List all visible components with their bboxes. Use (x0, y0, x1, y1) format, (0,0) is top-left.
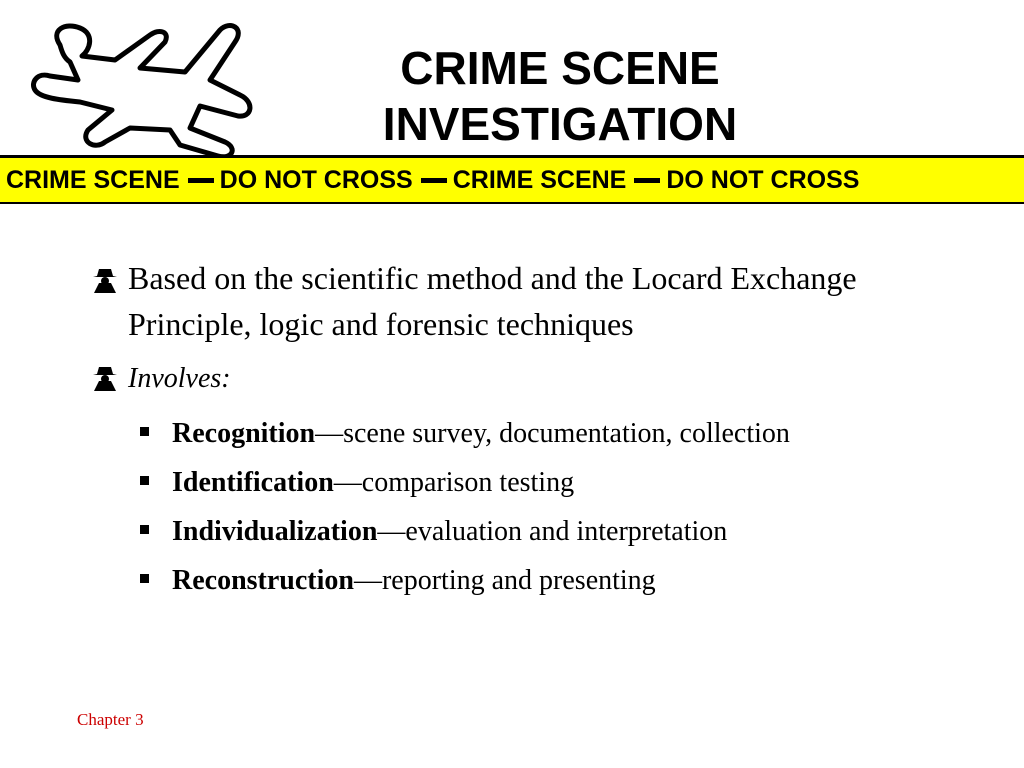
tape-text: DO NOT CROSS (666, 165, 860, 194)
sub-bullet-desc: —comparison testing (333, 467, 575, 498)
sub-bullet-item (140, 507, 980, 556)
sub-bullet-desc: —evaluation and interpretation (377, 516, 728, 547)
square-bullet-icon (140, 427, 149, 436)
detective-icon (90, 267, 120, 293)
bullet-item (90, 353, 980, 399)
title-line-1: CRIME SCENE (400, 42, 720, 94)
sub-bullet-item (140, 458, 980, 507)
sub-bullet-term: Reconstruction (172, 565, 354, 596)
bullet-text: Involves: (128, 363, 231, 394)
square-bullet-icon (140, 525, 149, 534)
crime-scene-tape (0, 155, 1024, 204)
sub-bullet-term: Identification (172, 467, 334, 498)
tape-text: CRIME SCENE (6, 165, 180, 194)
square-bullet-icon (140, 574, 149, 583)
bullet-text: Based on the scientific method and the Locard Exchange Principle, logic and forensic techniques (128, 260, 857, 342)
bullet-item (90, 255, 980, 347)
slide-title (300, 40, 820, 152)
sub-bullet-term: Recognition (172, 418, 316, 449)
sub-bullet-desc: —scene survey, documentation, collection (315, 418, 790, 449)
bullet-list (90, 255, 980, 605)
sub-bullet-list (90, 409, 980, 605)
sub-bullet-item (140, 409, 980, 458)
body-outline-icon (20, 10, 270, 160)
sub-bullet-desc: —reporting and presenting (353, 565, 656, 596)
tape-dash (188, 178, 214, 183)
footer-chapter: Chapter 3 (77, 710, 144, 729)
tape-text: CRIME SCENE (452, 165, 627, 194)
tape-dash (421, 178, 447, 183)
square-bullet-icon (140, 476, 149, 485)
title-line-2: INVESTIGATION (382, 98, 738, 150)
detective-icon (90, 365, 120, 391)
sub-bullet-item (140, 556, 980, 605)
tape-text: DO NOT CROSS (219, 165, 413, 194)
tape-dash (634, 178, 660, 183)
sub-bullet-term: Individualization (172, 516, 378, 547)
